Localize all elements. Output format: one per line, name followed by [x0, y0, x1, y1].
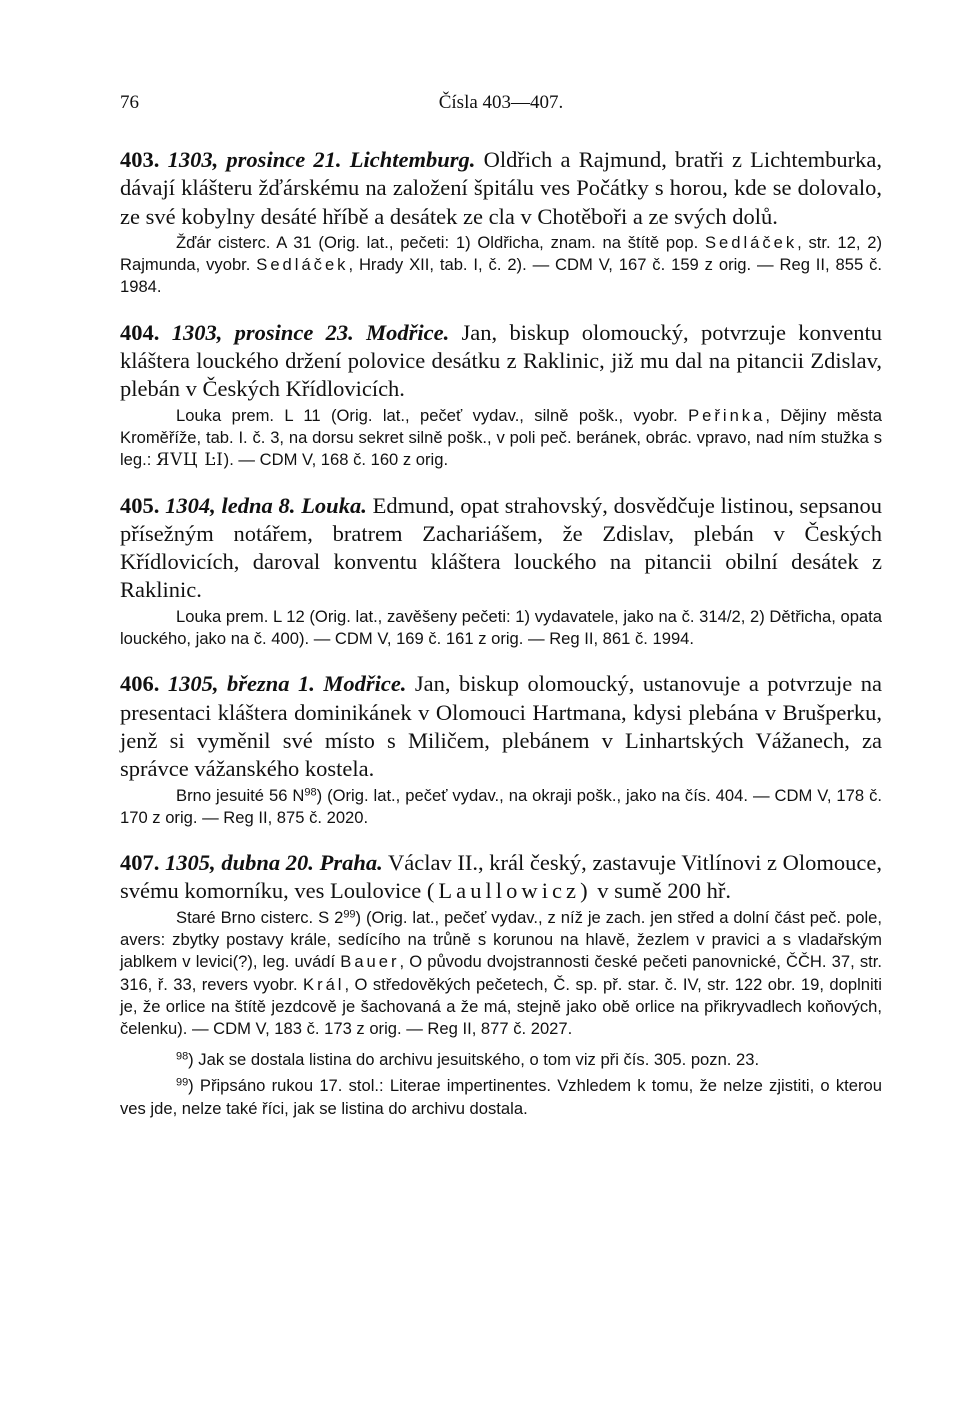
author-name: Sedláček [256, 255, 349, 275]
note-text: Louka prem. L 11 (Orig. lat., pečeť vydav., silně pošk., vyobr. [176, 405, 689, 425]
place-name-original: (Laullowicz) [426, 878, 592, 904]
note-text: , O původu dvojstrannosti české pečeti panovnické, ČČH. 37, str. 316, ř. 33, revers vyobr. [120, 952, 882, 994]
entry-number: 404. [120, 319, 160, 345]
entry-source-note [120, 232, 882, 299]
author-name: Král [303, 974, 345, 994]
entry-text: v sumě 200 hř. [591, 878, 731, 904]
footnote-98 [120, 1049, 882, 1072]
note-text: Brno jesuité 56 N [176, 785, 305, 805]
entry-text: Jan, biskup olomoucký, ustanovuje a potvrzuje na presentaci kláštera dominikánek v Olomouci Hartmana, kdysi plebána v Brušperku, jenž si vyměnil své místo s Miličem, plebánem v Linhartských Vážanech, za správce vážanského kostela. [120, 671, 882, 782]
note-text: Žďár cisterc. A 31 (Orig. lat., pečeti: 1) Oldřicha, znam. na štítě pop. [176, 232, 705, 252]
note-text: ) (Orig. lat., pečeť vydav., na okraji pošk., jako na čís. 404. — CDM V, 178 č. 170 z orig. — Reg II, 875 č. 2020. [120, 785, 882, 827]
entry-date: 1303, prosince 23. Modřice. [171, 319, 450, 345]
entry-403 [120, 146, 882, 299]
entry-405 [120, 492, 882, 651]
footnotes [120, 1049, 882, 1121]
entry-date: 1305, března 1. Modřice. [167, 671, 407, 697]
note-text: , str. 12, 2) Rajmunda, vyobr. [120, 232, 883, 275]
page-number: 76 [120, 92, 139, 113]
note-text: , Dějiny města Kroměříže, tab. I. č. 3, na dorsu sekret silně pošk., v poli peč. beránek, obrác. vpravo, nad ním stužka s leg.: [120, 405, 882, 470]
entry-text: Jan, biskup olomoucký, potvrzuje konventu kláštera louckého držení polovice desátku z Raklinic, již mu dal na pitancii Zdislav, plebán v Českých Křídlovicích. [120, 319, 882, 402]
entry-text: Václav II., král český, zastavuje Vitlínovi z Olomouce, svému komorníku, ves Loulovice [120, 850, 883, 904]
entry-date: 1303, prosince 21. Lichtemburg. [167, 147, 476, 172]
entry-406 [120, 670, 882, 829]
entry-source-note: Louka prem. L 12 (Orig. lat., zavěšeny pečeti: 1) vydavatele, jako na č. 314/2, 2) Dětřicha, opata louckého, jako na č. 400). — CDM V, 169 č. 161 z orig. — Reg II, 861 č. 1994. [120, 606, 882, 649]
footnote-99 [120, 1075, 882, 1120]
note-text: ). — CDM V, 168 č. 160 z orig. [223, 450, 449, 470]
entry-404 [120, 319, 882, 472]
footnote-text: ) Jak se dostala listina do archivu jesuitského, o tom viz při čís. 305. pozn. 23. [188, 1049, 760, 1069]
note-text: , Hrady XII, tab. I, č. 2). — CDM V, 167 č. 159 z orig. — Reg II, 855 č. 1984. [120, 255, 882, 297]
entry-regest [120, 670, 882, 783]
author-name: Bauer [340, 952, 400, 972]
running-header [120, 88, 882, 118]
running-title: Čísla 403—407. [438, 92, 564, 113]
document-page [120, 88, 882, 1120]
entry-number: 405. [120, 492, 160, 518]
entry-source-note [120, 785, 882, 830]
footnote-marker: 99 [176, 1076, 189, 1089]
entry-number: 407. [120, 850, 160, 876]
note-text: ) (Orig. lat., pečeť vydav., z níž je zach. jen střed a dolní část peč. pole, avers: zbytky postavy krále, sedícího na trůně s korunou na hlavě, žezlem v pravici a s vladařským jablkem v levici(?), leg. uvádí [120, 907, 882, 972]
entry-regest [120, 849, 882, 906]
note-text: Staré Brno cisterc. S 2 [176, 907, 344, 927]
footnote-reference: 98 [304, 786, 317, 799]
entry-source-note [120, 405, 882, 472]
author-name: Sedláček [704, 232, 798, 252]
entry-regest [120, 146, 882, 231]
entry-text: Oldřich a Rajmund, bratři z Lichtemburka, dávají klášteru žďárskému na založení špitálu ves Počátky s horou, kde se dolovalo, ze své kobylny desáté hříbě a desátek ze cla v Chotěboři a ze svých dolů. [120, 147, 883, 229]
footnote-text: ) Připsáno rukou 17. stol.: Literae impertinentes. Vzhledem k tomu, že nelze zjistiti, o kterou ves jde, nelze také říci, jak se listina do archivu dostala. [120, 1076, 882, 1118]
footnote-reference: 99 [343, 908, 356, 921]
entry-regest [120, 492, 882, 605]
note-text: , O středověkých pečetech, Č. sp. př. star. č. IV, str. 122 obr. 19, doplniti je, že orlice na štítě jezdcově je šachovaná a že má, stejně jako obě orlice na přikryvadlech koňových, čelenku). — CDM V, 183 č. 173 z orig. — Reg II, 877 č. 2027. [120, 974, 882, 1039]
entry-text: Edmund, opat strahovský, dosvědčuje listinou, sepsanou přísežným notářem, bratrem Zachariášem, že Zdislav, plebán v Českých Křídlovicích, daroval konventu kláštera louckého na pitancii obilní desátek z Raklinic. [120, 492, 882, 603]
entry-regest [120, 319, 882, 404]
footnote-marker: 98 [176, 1050, 189, 1063]
entry-number: 403. [120, 147, 160, 172]
entry-date: 1305, dubna 20. Praha. [165, 850, 383, 876]
entry-source-note [120, 907, 882, 1041]
entry-number: 406. [120, 671, 160, 697]
entry-407 [120, 849, 882, 1040]
entry-date: 1304, ledna 8. Louka. [165, 492, 367, 518]
seal-legend: ЯVЦ ĿI [155, 450, 224, 470]
author-name: Peřinka [688, 405, 766, 425]
